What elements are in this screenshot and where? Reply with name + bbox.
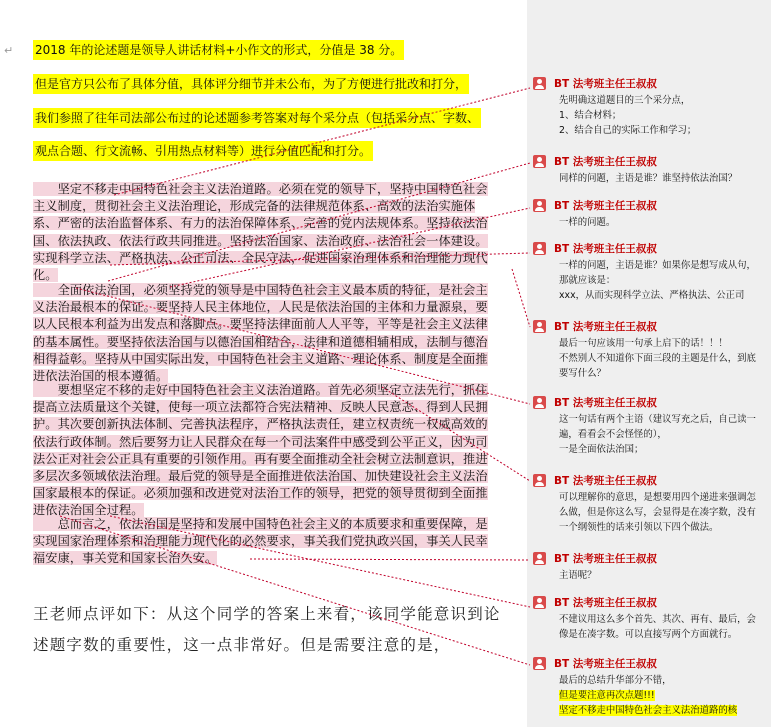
answer-paragraph-3[interactable]: 要想坚定不移的走好中国特色社会主义法治道路。首先必须坚定立法先行，抓住提高立法质量这个关键，使每一项立法都符合宪法精神、反映人民意志、得到人民拥护。其次要创新执法体制、完善执法程序，严格执法责任，建立权责统一权威高效的依法行政体制。然后要努力让人民群众在每一个司法案件中感受到公平正义，因为司法公正对社会公正具有重要的引领作用。再有要全面推动全社会树立法制意识，推进多层次多领域依法治理。最后党的领导是全面推进依法治国、加快建设社会主义法治国家最根本的保证。必须加强和改进党对法治工作的领导，把党的领导贯彻到全面推进依法治国全过程。 (33, 383, 488, 518)
comment-text: 最后的总结升华部分不错， 但是要注意再次点题!!! 坚定不移走中国特色社会主义法治道路的核 (559, 675, 738, 717)
user-avatar-icon (533, 474, 546, 487)
comment-text: 最后一句应该用一句承上启下的话！！！ 不然别人不知道你下面三段的主题是什么，到底要写什么？ (559, 338, 756, 380)
intro-line-3: 我们参照了往年司法部公布过的论述题参考答案对每个采分点（包括采分点、字数、 (33, 109, 481, 127)
comment-7[interactable] (531, 472, 763, 536)
comment-8[interactable] (531, 550, 763, 583)
intro-line-2: 但是官方只公布了具体分值，具体评分细节并未公布，为了方便进行批改和打分， (33, 75, 469, 93)
user-avatar-icon (533, 242, 546, 255)
comment-author: BT 法考班主任王叔叔 (554, 243, 657, 255)
answer-paragraph-1[interactable]: 坚定不移走中国特色社会主义法治道路。必须在党的领导下，坚持中国特色社会主义制度，贯彻社会主义法治理论，形成完备的法律规范体系、高效的法治实施体系、严密的法治监督体系、有力的法治保障体系、完善的党内法规体系。坚持依法治国、依法执政、依法行政共同推进。坚持法治国家、法治政府、法治社会一体建设。实现科学立法、严格执法、公正司法、全民守法，促进国家治理体系和治理能力现代化。 (33, 182, 488, 283)
comment-text: 先明确这道题目的三个采分点， 1、结合材料； 2、结合自己的实际工作和学习； (559, 95, 697, 137)
user-avatar-icon (533, 320, 546, 333)
comment-1[interactable] (531, 75, 763, 139)
intro-line-1: 2018 年的论述题是领导人讲话材料+小作文的形式，分值是 38 分。 (33, 41, 404, 59)
answer-paragraph-2[interactable]: 全面依法治国，必须坚持党的领导是中国特色社会主义最本质的特征，是社会主义法治最根本的保证。要坚持人民主体地位，人民是依法治国的主体和力量源泉，要以人民根本利益为出发点和落脚点。要坚持法律面前人人平等，平等是社会主义法律的基本属性。要坚持依法治国与以德治国相结合，法律和道德相辅相成，法制与德治相得益彰。坚持从中国实际出发，中国特色社会主义道路、理论体系、制度是全面推进依法治国的根本遵循。 (33, 283, 488, 384)
comment-text: 同样的问题，主语是谁？谁坚持依法治国？ (559, 173, 738, 184)
comment-10[interactable] (531, 655, 763, 719)
user-avatar-icon (533, 155, 546, 168)
comment-text: 一样的问题。 (559, 217, 616, 228)
comment-9[interactable] (531, 594, 763, 642)
comment-author: BT 法考班主任王叔叔 (554, 78, 657, 90)
user-avatar-icon (533, 199, 546, 212)
comment-6[interactable] (531, 394, 763, 458)
user-avatar-icon (533, 596, 546, 609)
comment-text: 一样的问题，主语是谁？如果你是想写成从句，那就应该是： xxx，从而实现科学立法、严格执法、公正司 (559, 260, 756, 302)
user-avatar-icon (533, 77, 546, 90)
paragraph-mark-icon: ↵ (4, 44, 14, 57)
comment-text: 主语呢？ (559, 570, 597, 581)
user-avatar-icon (533, 552, 546, 565)
user-avatar-icon (533, 396, 546, 409)
intro-line-4: 观点合题、行文流畅、引用热点材料等）进行分值匹配和打分。 (33, 142, 373, 160)
teacher-comment: 王老师点评如下：从这个同学的答案上来看，该同学能意识到论述题字数的重要性，这一点非常好。但是需要注意的是， (33, 605, 501, 654)
comment-author: BT 法考班主任王叔叔 (554, 553, 657, 565)
comment-text: 可以理解你的意思，是想要用四个递进来强调怎么做，但是你这么写，会显得是在凑字数，没有一个纲领性的话来引领以下四个做法。 (559, 492, 756, 534)
comment-author: BT 法考班主任王叔叔 (554, 156, 657, 168)
comment-author: BT 法考班主任王叔叔 (554, 200, 657, 212)
comment-5[interactable] (531, 318, 763, 382)
comment-2[interactable] (531, 153, 763, 186)
comment-text: 这一句话有两个主语（建议写充之后，自己读一遍，看看会不会怪怪的）， 一是全面依法治国； (559, 414, 756, 456)
user-avatar-icon (533, 657, 546, 670)
comment-author: BT 法考班主任王叔叔 (554, 321, 657, 333)
comment-4[interactable] (531, 240, 763, 304)
answer-paragraph-4[interactable]: 总而言之，依法治国是坚持和发展中国特色社会主义的本质要求和重要保障，是实现国家治理体系和治理能力现代化的必然要求，事关我们党执政兴国，事关人民幸福安康，事关党和国家长治久安。 (33, 517, 488, 566)
comment-author: BT 法考班主任王叔叔 (554, 658, 657, 670)
comment-text: 不建议用这么多个首先、其次、再有、最后，会像是在凑字数。可以直接写两个方面就行。 (559, 614, 756, 641)
comment-author: BT 法考班主任王叔叔 (554, 397, 657, 409)
comment-author: BT 法考班主任王叔叔 (554, 475, 657, 487)
comment-author: BT 法考班主任王叔叔 (554, 597, 657, 609)
comment-3[interactable] (531, 197, 763, 230)
